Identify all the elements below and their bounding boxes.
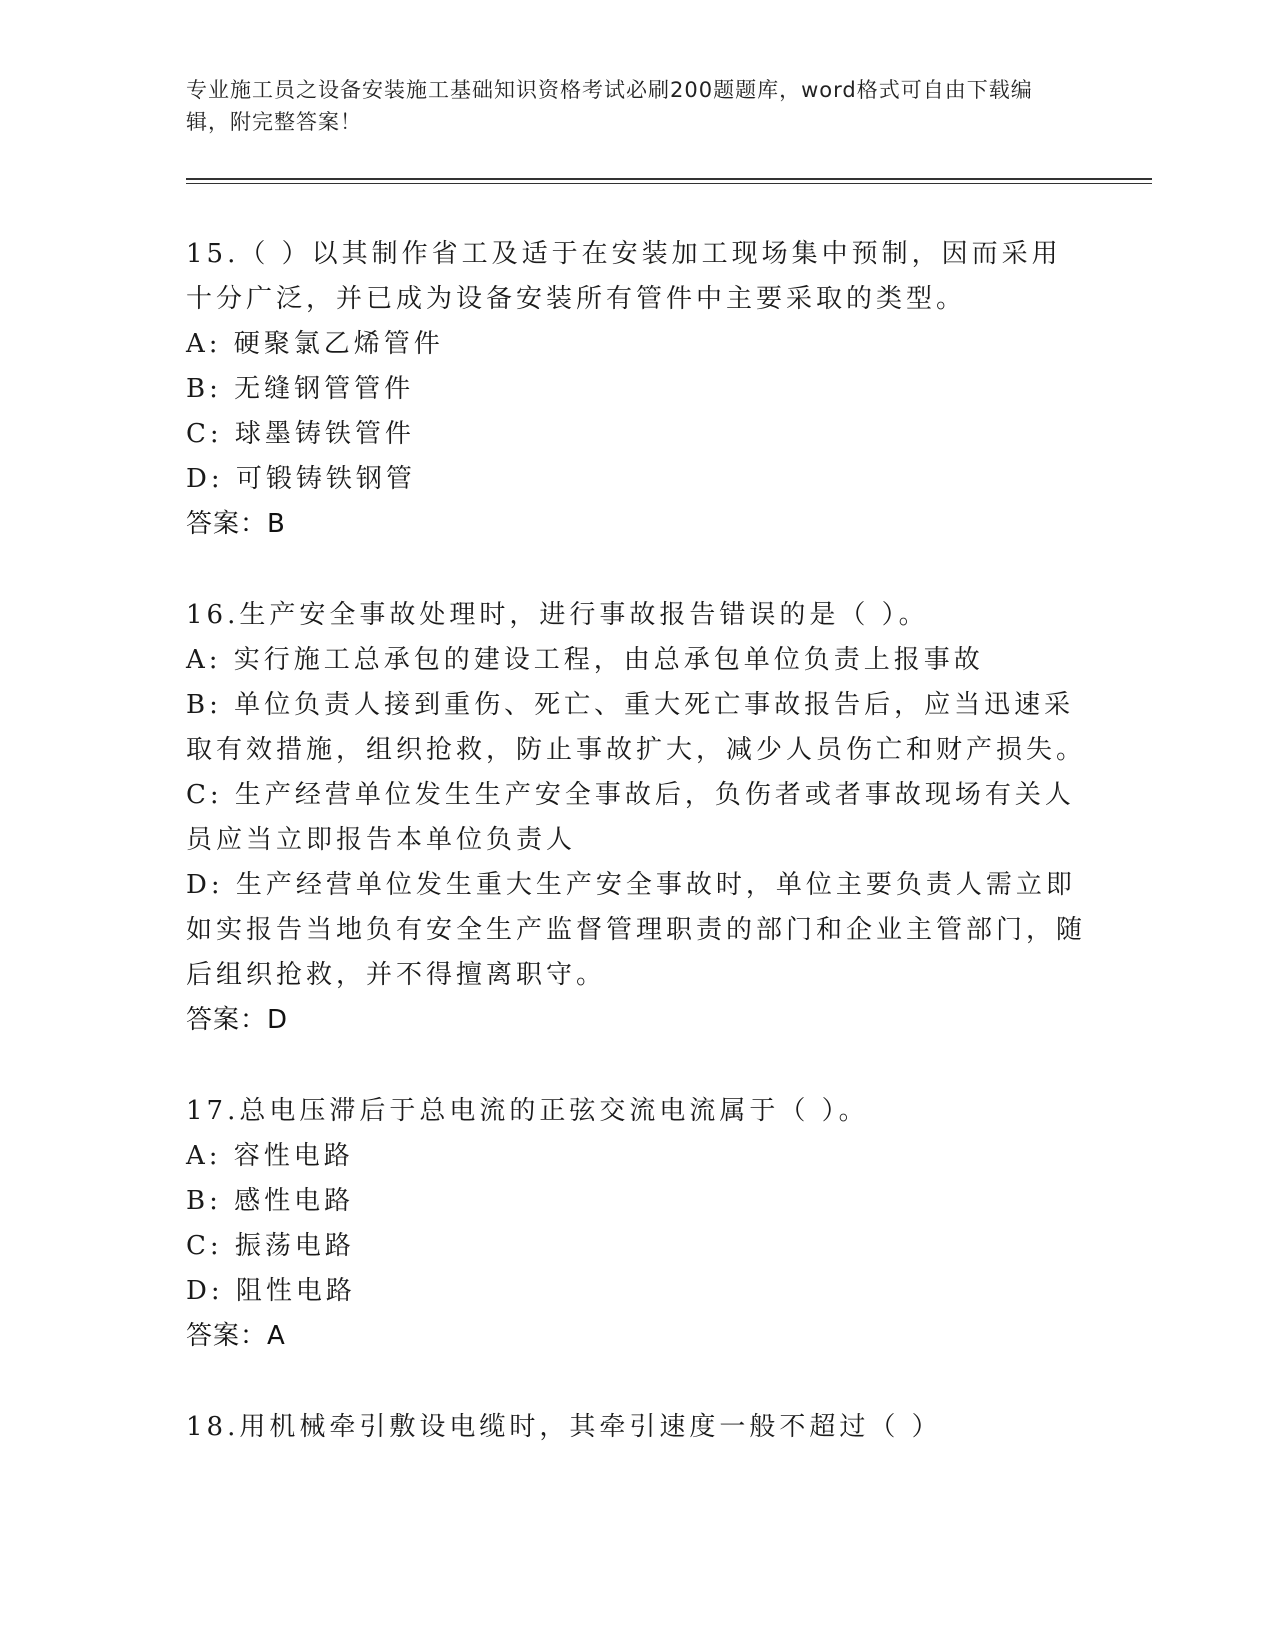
option-a: A: 硬聚氯乙烯管件 xyxy=(186,329,444,359)
question-16 xyxy=(186,593,1086,1043)
option-c: C: 球墨铸铁管件 xyxy=(186,419,415,449)
option-d: D: 可锻铸铁钢管 xyxy=(186,464,416,494)
option-c: C: 生产经营单位发生生产安全事故后，负伤者或者事故现场有关人员应当立即报告本单位负责人 xyxy=(186,780,1075,855)
question-stem: 15.（ ）以其制作省工及适于在安装加工现场集中预制，因而采用十分广泛，并已成为设备安装所有管件中主要采取的类型。 xyxy=(186,239,1062,314)
option-a: A: 容性电路 xyxy=(186,1141,354,1171)
question-stem: 18.用机械牵引敷设电缆时，其牵引速度一般不超过（ ） xyxy=(186,1412,942,1442)
answer-label: 答案：B xyxy=(186,509,286,539)
option-d: D: 阻性电路 xyxy=(186,1276,356,1306)
option-c: C: 振荡电路 xyxy=(186,1231,355,1261)
header-divider-thick xyxy=(186,178,1152,180)
question-18 xyxy=(186,1405,1086,1450)
document-header: 专业施工员之设备安装施工基础知识资格考试必刷200题题库，word格式可自由下载编辑，附完整答案！ xyxy=(186,78,1033,134)
answer-label: 答案：D xyxy=(186,1005,289,1035)
option-b: B: 无缝钢管管件 xyxy=(186,374,415,404)
question-stem: 16.生产安全事故处理时，进行事故报告错误的是（ ）。 xyxy=(186,600,929,630)
answer-label: 答案：A xyxy=(186,1321,286,1351)
option-d: D: 生产经营单位发生重大生产安全事故时，单位主要负责人需立即如实报告当地负有安全生产监督管理职责的部门和企业主管部门，随后组织抢救，并不得擅离职守。 xyxy=(186,870,1087,990)
header-divider-thin xyxy=(186,183,1152,184)
question-list xyxy=(186,232,1086,1496)
question-17 xyxy=(186,1089,1086,1359)
option-a: A: 实行施工总承包的建设工程，由总承包单位负责上报事故 xyxy=(186,645,984,675)
option-b: B: 感性电路 xyxy=(186,1186,355,1216)
option-b: B: 单位负责人接到重伤、死亡、重大死亡事故报告后，应当迅速采取有效措施，组织抢救，防止事故扩大，减少人员伤亡和财产损失。 xyxy=(186,690,1087,765)
question-15 xyxy=(186,232,1086,547)
question-stem: 17.总电压滞后于总电流的正弦交流电流属于（ ）。 xyxy=(186,1096,869,1126)
